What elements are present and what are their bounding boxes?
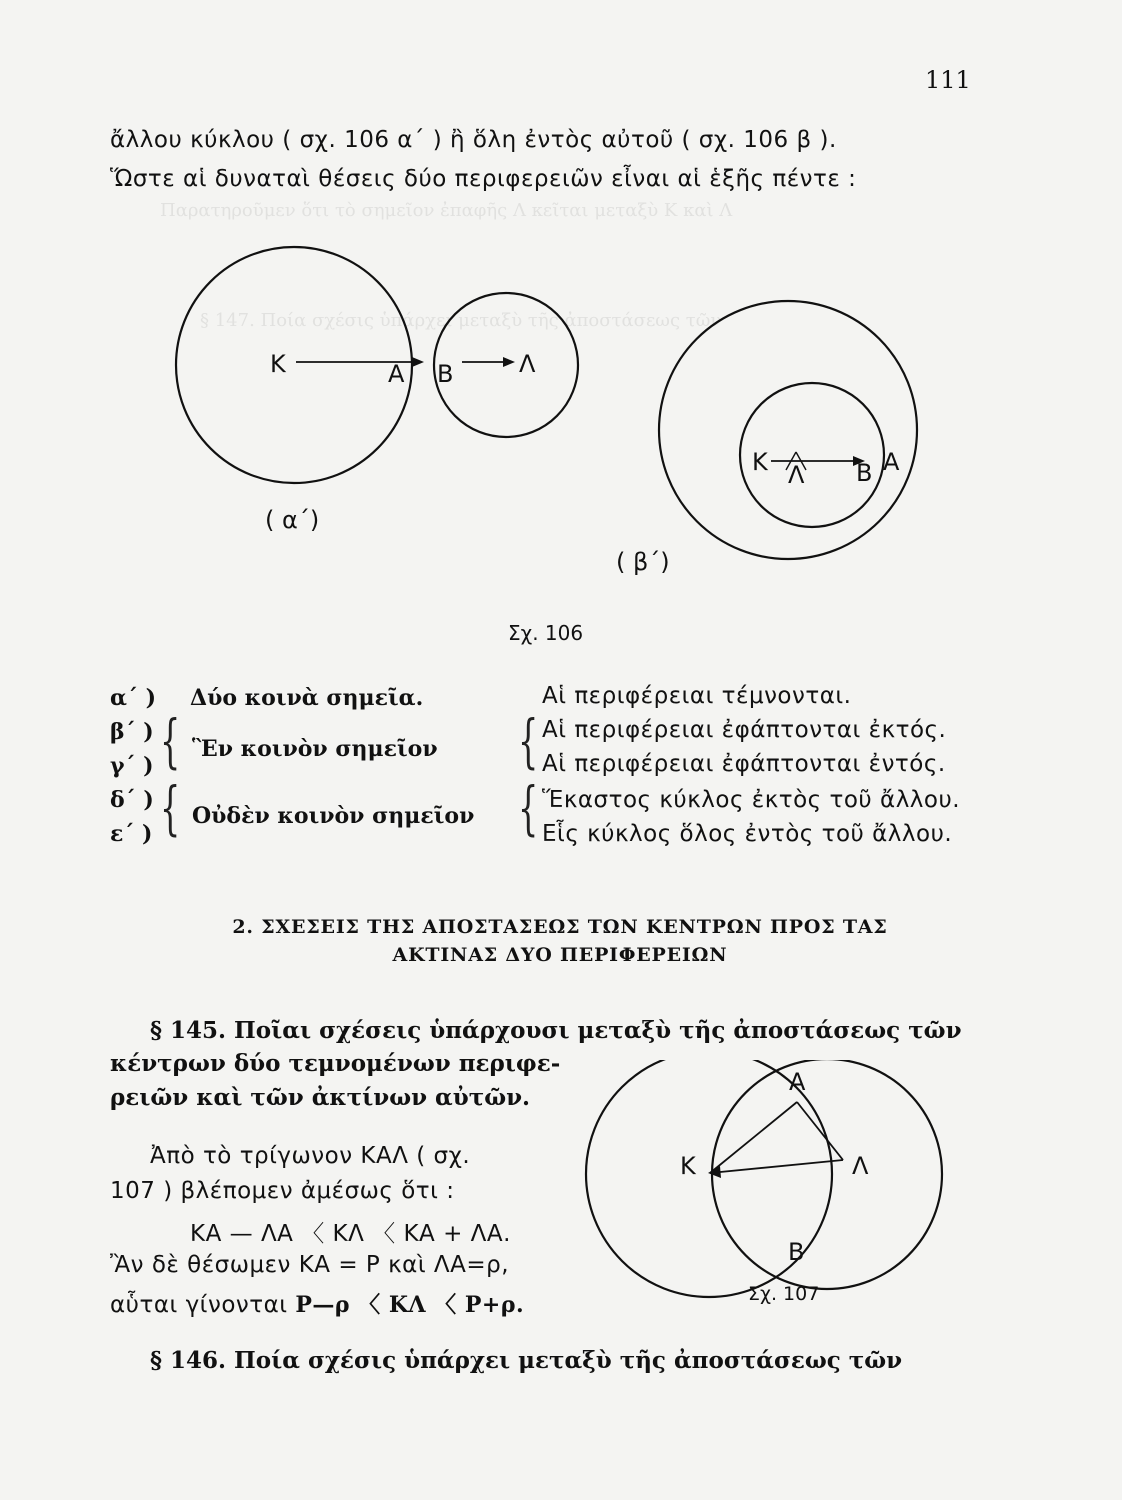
figure-107 <box>560 1060 960 1360</box>
result-intersect: Αἱ περιφέρειαι τέμνονται. <box>542 683 852 709</box>
s145-title-line-3: ρειῶν καὶ τῶν ἀκτίνων αὐτῶν. <box>110 1084 531 1111</box>
fig106a-label-k: Κ <box>270 350 286 378</box>
figure-106 <box>0 0 1122 700</box>
condition-no-point: Οὐδὲν κοινὸν σημεῖον <box>192 803 475 829</box>
case-label-d: δ΄ ) <box>110 787 154 813</box>
condition-one-point: Ἓν κοινὸν σημεῖον <box>192 736 438 762</box>
s145-body-4: αὗται γίνονται Ρ—ρ 〈 ΚΛ 〈 Ρ+ρ. <box>110 1292 525 1318</box>
right-brace-2: { <box>518 774 539 842</box>
s145-title-line-1: § 145. Ποῖαι σχέσεις ὑπάρχουσι μεταξὺ τῆς ἀποστάσεως τῶν <box>150 1017 962 1044</box>
fig106b-label-b: Β <box>856 459 873 487</box>
fig106a-caption: ( α΄) <box>265 506 320 534</box>
s145-body-1: Ἀπὸ τὸ τρίγωνον ΚΑΛ ( σχ. <box>150 1143 471 1169</box>
fig106b-label-a: Α <box>883 448 900 476</box>
fig107-label-l: Λ <box>852 1152 869 1180</box>
fig106b-circle-big <box>659 301 917 559</box>
left-brace-2: { <box>160 774 181 842</box>
fig106a-circle-big <box>176 247 412 483</box>
case-label-b: β΄ ) <box>110 719 154 745</box>
fig106a-label-a: Α <box>388 360 405 388</box>
fig106a-label-b: Β <box>437 360 454 388</box>
result-internal: Εἷς κύκλος ὅλος ἐντὸς τοῦ ἄλλου. <box>542 821 953 847</box>
page-number: 111 <box>925 66 971 94</box>
intro-line-2: Ὥστε αἱ δυναταὶ θέσεις δύο περιφερειῶν εἶναι αἱ ἑξῆς πέντε : <box>110 166 857 192</box>
fig107-circle-right <box>712 1060 942 1289</box>
fig106a-label-l: Λ <box>519 350 536 378</box>
s145-title-line-2: κέντρων δύο τεμνομένων περιφε- <box>110 1050 561 1077</box>
fig106b-label-k: Κ <box>752 448 768 476</box>
section-heading-line-2: ΑΚΤΙΝΑΣ ΔΥΟ ΠΕΡΙΦΕΡΕΙΩΝ <box>392 944 728 966</box>
fig107-label-a: Α <box>789 1068 806 1096</box>
result-external: Ἕκαστος κύκλος ἐκτὸς τοῦ ἄλλου. <box>542 787 961 813</box>
intro-line-1: ἄλλου κύκλου ( σχ. 106 α΄ ) ἢ ὅλη ἐντὸς αὐτοῦ ( σχ. 106 β ). <box>110 127 837 153</box>
s146-title-line-1: § 146. Ποία σχέσις ὑπάρχει μεταξὺ τῆς ἀποστάσεως τῶν <box>150 1347 903 1374</box>
bleed-through-text: Παρατηροῦμεν ὅτι τὸ σημεῖον ἐπαφῆς Λ κεῖται μεταξὺ Κ καὶ Λ <box>160 200 733 221</box>
fig107-label-b: Β <box>788 1238 805 1266</box>
fig106b-caption: ( β΄) <box>616 548 670 576</box>
case-label-a: α΄ ) <box>110 685 156 711</box>
right-brace-1: { <box>518 707 539 775</box>
s145-body-2: 107 ) βλέπομεν ἀμέσως ὅτι : <box>110 1178 455 1204</box>
left-brace-1: { <box>160 707 181 775</box>
fig106b-label-l: Λ <box>788 461 805 489</box>
case-label-c: γ΄ ) <box>110 753 154 779</box>
condition-two-points: Δύο κοινὰ σημεῖα. <box>190 685 424 711</box>
s145-formula-bold: Ρ—ρ 〈 ΚΛ 〈 Ρ+ρ. <box>295 1292 525 1318</box>
fig107-caption: Σχ. 107 <box>748 1283 820 1305</box>
section-heading-line-1: 2. ΣΧΕΣΕΙΣ ΤΗΣ ΑΠΟΣΤΑΣΕΩΣ ΤΩΝ ΚΕΝΤΡΩΝ ΠΡΟΣ ΤΑΣ <box>232 916 888 938</box>
s145-formula: ΚΑ — ΛΑ 〈 ΚΛ 〈 ΚΑ + ΛΑ. <box>190 1221 511 1247</box>
result-tangent-internal: Αἱ περιφέρειαι ἐφάπτονται ἐντός. <box>542 751 946 777</box>
fig106-caption: Σχ. 106 <box>508 621 584 645</box>
result-tangent-external: Αἱ περιφέρειαι ἐφάπτονται ἐκτός. <box>542 717 947 743</box>
s145-body-3: Ἂν δὲ θέσωμεν ΚΑ = Ρ καὶ ΛΑ=ρ, <box>110 1252 510 1278</box>
bleed-through-text: § 147. Ποία σχέσις ὑπάρχει μεταξὺ τῆς ἀποστάσεως τῶν <box>200 310 722 331</box>
fig107-label-k: Κ <box>680 1152 696 1180</box>
case-label-e: ε΄ ) <box>110 821 153 847</box>
